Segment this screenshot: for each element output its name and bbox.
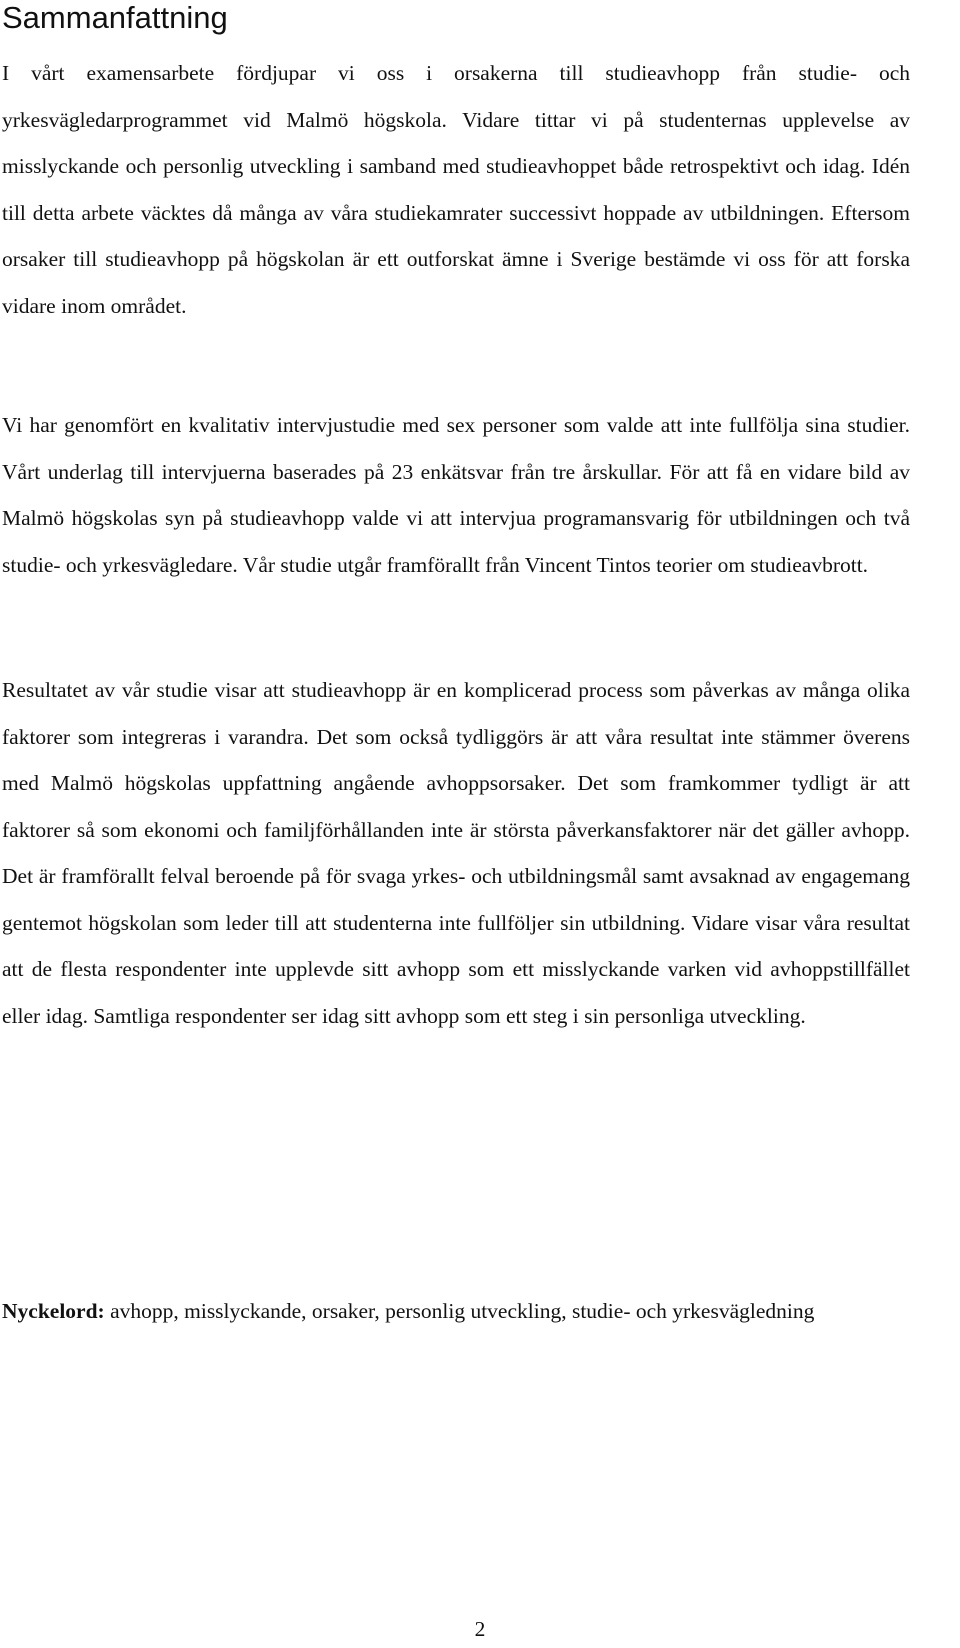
summary-paragraph-3: Resultatet av vår studie visar att studieavhopp är en komplicerad process som påverkas av många olika faktorer som integreras i varandra. Det som också tydliggörs är att våra resultat inte stämmer överens med Malmö högskolas uppfattning angående avhoppsorsaker. Det som framkommer tydligt är att faktorer så som ekonomi och familjförhållanden inte är största påverkansfaktorer när det gäller avhopp. Det är framförallt felval beroende på för svaga yrkes- och utbildningsmål samt avsaknad av engagemang gentemot högskolan som leder till att studenterna inte fullföljer sin utbildning. Vidare visar våra resultat att de flesta respondenter inte upplevde sitt avhopp som ett misslyckande varken vid avhoppstillfället eller idag. Samtliga respondenter ser idag sitt avhopp som ett steg i sin personliga utveckling.	[2, 678, 910, 1028]
summary-paragraph-1: I vårt examensarbete fördjupar vi oss i orsakerna till studieavhopp från studie- och yrkesvägledarprogrammet vid Malmö högskola. Vidare tittar vi på studenternas upplevelse av misslyckande och personlig utveckling i samband med studieavhoppet både retrospektivt och idag. Idén till detta arbete väcktes då många av våra studiekamrater successivt hoppade av utbildningen. Eftersom orsaker till studieavhopp på högskolan är ett outforskat ämne i Sverige bestämde vi oss för att forska vidare inom området.	[2, 61, 910, 318]
page-title: Sammanfattning	[2, 0, 228, 35]
keywords-line	[2, 1288, 910, 1335]
summary-paragraph-2: Vi har genomfört en kvalitativ intervjustudie med sex personer som valde att inte fullfölja sina studier. Vårt underlag till intervjuerna baserades på 23 enkätsvar från tre årskullar. För att få en vidare bild av Malmö högskolas syn på studieavhopp valde vi att intervjua programansvarig för utbildningen och två studie- och yrkesvägledare. Vår studie utgår framförallt från Vincent Tintos teorier om studieavbrott.	[2, 413, 910, 577]
keywords-label: Nyckelord:	[2, 1299, 105, 1323]
keywords-text: avhopp, misslyckande, orsaker, personlig utveckling, studie- och yrkesvägledning	[104, 1299, 815, 1323]
page-number: 2	[474, 1617, 486, 1641]
